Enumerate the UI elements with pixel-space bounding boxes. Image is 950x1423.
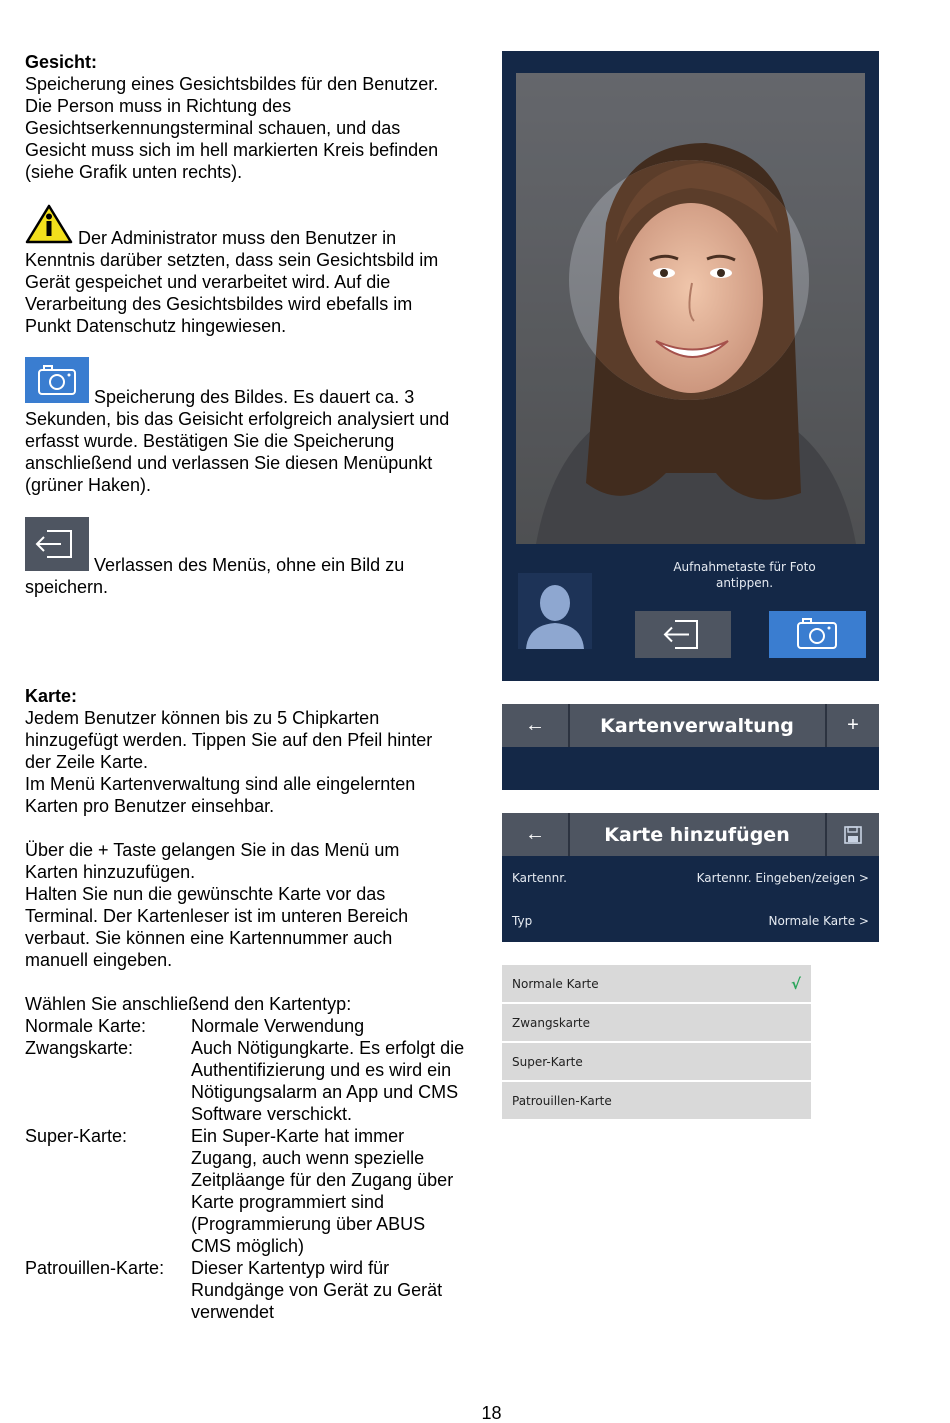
definition-line: Zeitpläange für den Zugang über — [191, 1170, 454, 1190]
back-button[interactable]: ← — [525, 823, 545, 845]
list-item-super-karte[interactable] — [502, 1043, 811, 1082]
face-intro-line: Die Person muss in Richtung des — [25, 96, 292, 116]
camera-hint-line: Aufnahmetaste für Foto — [673, 560, 816, 574]
card-type-value: Normale Karte > — [768, 914, 869, 928]
exit-button[interactable] — [635, 611, 731, 658]
save-icon — [844, 826, 862, 844]
list-item-patrouillen-karte[interactable] — [502, 1082, 811, 1121]
karte-hinzufuegen-screen — [502, 813, 879, 942]
card-para1-line: der Zeile Karte. — [25, 752, 149, 772]
karte-hinzufuegen-title: Karte hinzufügen — [604, 823, 790, 846]
definition-line: verwendet — [191, 1302, 275, 1322]
camera-screen — [502, 51, 879, 681]
exit-block — [25, 517, 487, 598]
card-para2-line: Terminal. Der Kartenleser ist im unteren Bereich — [25, 906, 409, 926]
kartenverwaltung-screen — [502, 704, 879, 790]
definition-line: Zugang, auch wenn spezielle — [191, 1148, 425, 1168]
definition-row — [25, 1015, 487, 1037]
definition-desc — [191, 1257, 487, 1323]
list-item-label: Normale Karte — [512, 976, 599, 991]
capture-button[interactable] — [769, 611, 866, 658]
card-section — [25, 685, 487, 1323]
card-para2-line: manuell eingeben. — [25, 950, 173, 970]
definition-line: Normale Verwendung — [191, 1016, 365, 1036]
list-item-label: Super-Karte — [512, 1054, 583, 1069]
camera-line: erfasst wurde. Bestätigen Sie die Speicherung — [25, 431, 395, 451]
definition-line: Dieser Kartentyp wird für — [191, 1258, 390, 1278]
card-para1-line: Im Menü Kartenverwaltung sind alle eingelernten — [25, 774, 416, 794]
card-para2-line: Karten hinzuzufügen. — [25, 862, 196, 882]
user-avatar-icon — [518, 573, 592, 649]
definition-row — [25, 1257, 487, 1323]
card-number-row[interactable] — [502, 856, 879, 899]
warning-block — [25, 204, 487, 337]
warning-line: Gerät gespeichet und verarbeitet wird. Auf die — [25, 272, 391, 292]
camera-hint — [652, 559, 837, 591]
back-button[interactable]: ← — [525, 714, 545, 736]
definition-line: Nötigungsalarm an App und CMS — [191, 1082, 459, 1102]
list-item-normale-karte[interactable] — [502, 965, 811, 1004]
definition-row — [25, 1125, 487, 1257]
kartenverwaltung-header — [502, 704, 879, 747]
camera-icon — [769, 611, 866, 658]
checkmark-icon: √ — [790, 974, 801, 993]
definition-row — [25, 1037, 487, 1125]
list-item-label: Zwangskarte — [512, 1015, 590, 1030]
definition-desc — [191, 1037, 487, 1125]
card-number-value: Kartennr. Eingeben/zeigen > — [696, 871, 869, 885]
camera-line: (grüner Haken). — [25, 475, 152, 495]
face-section — [25, 51, 487, 183]
warning-text-first: Der Administrator muss den Benutzer in — [78, 228, 397, 248]
card-types-intro: Wählen Sie anschließend den Kartentyp: — [25, 994, 352, 1014]
definition-desc — [191, 1125, 487, 1257]
kartenverwaltung-title: Kartenverwaltung — [600, 714, 794, 737]
camera-preview — [516, 73, 865, 544]
card-para2-line: Über die + Taste gelangen Sie in das Menü um — [25, 840, 400, 860]
card-para1-line: Jedem Benutzer können bis zu 5 Chipkarten — [25, 708, 380, 728]
camera-icon — [25, 357, 89, 408]
camera-block — [25, 357, 487, 496]
face-intro-line: Gesicht muss sich im hell markierten Kreis befinden — [25, 140, 439, 160]
add-card-button[interactable]: + — [847, 714, 859, 736]
card-para1-line: hinzugefügt werden. Tippen Sie auf den Pfeil hinter — [25, 730, 433, 750]
karte-hinzufuegen-header — [502, 813, 879, 856]
definition-line: Rundgänge von Gerät zu Gerät — [191, 1280, 443, 1300]
definition-term: Zwangskarte: — [25, 1038, 134, 1058]
definition-line: Ein Super-Karte hat immer — [191, 1126, 405, 1146]
card-type-row[interactable] — [502, 899, 879, 942]
list-item-zwangskarte[interactable] — [502, 1004, 811, 1043]
definition-term: Super-Karte: — [25, 1126, 128, 1146]
definition-term: Patrouillen-Karte: — [25, 1258, 165, 1278]
camera-text-first: Speicherung des Bildes. Es dauert ca. 3 — [94, 387, 415, 407]
face-intro-line: Gesichtserkennungsterminal schauen, und das — [25, 118, 401, 138]
save-button[interactable] — [827, 813, 879, 856]
card-number-label: Kartennr. — [512, 871, 567, 885]
definition-line: Software verschickt. — [191, 1104, 353, 1124]
definition-line: CMS möglich) — [191, 1236, 305, 1256]
definition-term: Normale Karte: — [25, 1016, 147, 1036]
definition-line: Auch Nötigungkarte. Es erfolgt die — [191, 1038, 465, 1058]
definition-line: (Programmierung über ABUS — [191, 1214, 426, 1234]
camera-line: Sekunden, bis das Geisicht erfolgreich analysiert und — [25, 409, 450, 429]
warning-line: Kenntnis darüber setzten, dass sein Gesichtsbild im — [25, 250, 439, 270]
exit-line: speichern. — [25, 577, 109, 597]
warning-info-icon — [25, 204, 73, 249]
list-item-label: Patrouillen-Karte — [512, 1093, 612, 1108]
camera-hint-line: antippen. — [715, 576, 774, 590]
face-photo-illustration — [516, 73, 865, 544]
definition-line: Karte programmiert sind — [191, 1192, 385, 1212]
definition-line: Authentifizierung und es wird ein — [191, 1060, 452, 1080]
face-intro-line: Speicherung eines Gesichtsbildes für den Benutzer. — [25, 74, 439, 94]
warning-line: Punkt Datenschutz hingewiesen. — [25, 316, 287, 336]
exit-icon — [635, 611, 731, 658]
card-type-label: Typ — [512, 914, 533, 928]
exit-icon — [25, 517, 89, 576]
face-section-title: Gesicht: — [25, 52, 98, 72]
camera-line: anschließend und verlassen Sie diesen Menüpunkt — [25, 453, 433, 473]
card-para2-line: verbaut. Sie können eine Kartennummer auch — [25, 928, 393, 948]
exit-text-first: Verlassen des Menüs, ohne ein Bild zu — [94, 555, 405, 575]
card-section-title: Karte: — [25, 686, 78, 706]
face-intro-line: (siehe Grafik unten rechts). — [25, 162, 243, 182]
card-para2-line: Halten Sie nun die gewünschte Karte vor das — [25, 884, 386, 904]
definition-desc — [191, 1015, 487, 1037]
page-number: 18 — [481, 1403, 502, 1423]
warning-line: Verarbeitung des Gesichtsbildes wird ebefalls im — [25, 294, 413, 314]
card-type-list — [502, 965, 811, 1121]
card-para1-line: Karten pro Benutzer einsehbar. — [25, 796, 275, 816]
